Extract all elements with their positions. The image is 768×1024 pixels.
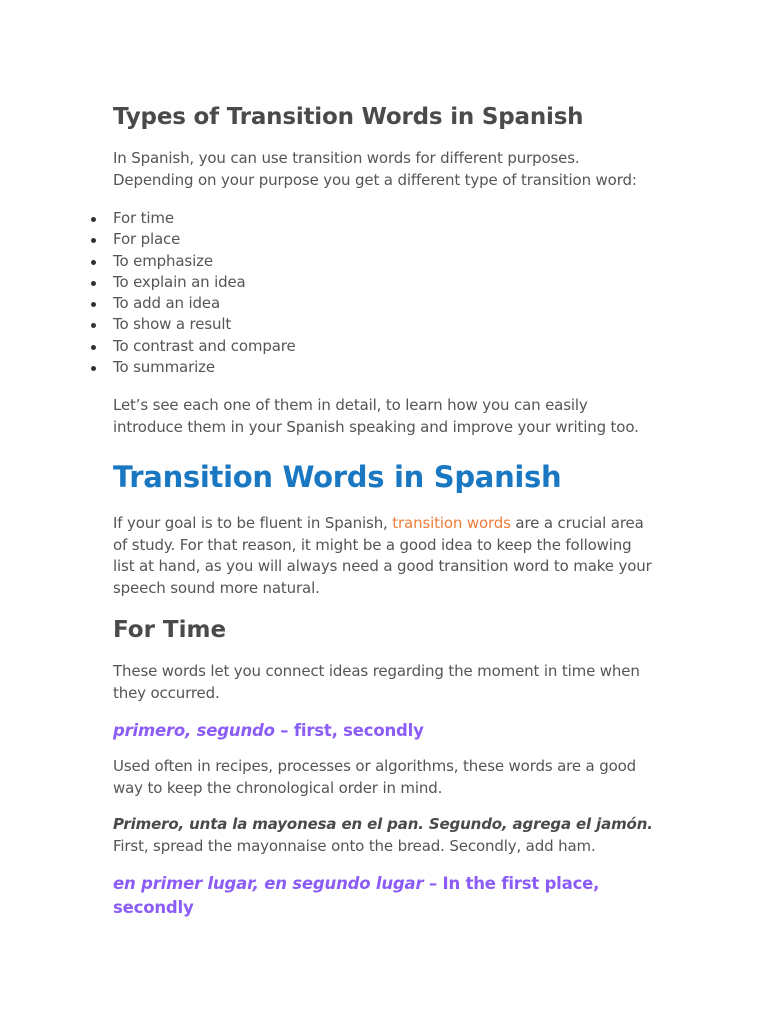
intro-paragraph: In Spanish, you can use transition words for different purposes. Depending on your purpose you get a different type of transition word: [113,149,637,189]
main-title: Transition Words in Spanish [113,460,562,495]
list-item: To summarize [113,357,653,378]
term-spanish: primero, segundo [113,721,275,741]
term-usage: Used often in recipes, processes or algorithms, these words are a good way to keep the chronological order in mind. [113,757,636,797]
fluent-text-after: are a crucial area of study. For that reason, it might be a good idea to keep the following list at hand, as you will always need a good transition word to make your speech sound more natural. [113,514,652,597]
fluent-text-before: If your goal is to be fluent in Spanish, [113,514,393,533]
list-item: To contrast and compare [113,336,653,357]
purpose-list [89,208,653,378]
term-heading [113,719,653,743]
transition-words-link[interactable]: transition words [392,514,511,533]
example-spanish: Primero, unta la mayonesa en el pan. Segundo, agrega el jamón. [113,815,653,834]
list-item: To explain an idea [113,272,653,293]
term-spanish: en primer lugar, en segundo lugar [113,874,424,894]
term-english: – first, secondly [274,721,424,741]
section-title: Types of Transition Words in Spanish [113,104,584,130]
for-time-title: For Time [113,617,227,644]
term-example [113,814,653,857]
outro-paragraph: Let’s see each one of them in detail, to learn how you can easily introduce them in your Spanish speaking and improve your writing too. [113,396,639,436]
list-item: To show a result [113,314,653,335]
list-item: To add an idea [113,293,653,314]
list-item: For place [113,229,653,250]
article [113,100,653,920]
term-english: – In the first place, secondly [113,874,600,918]
list-item: To emphasize [113,251,653,272]
list-item: For time [113,208,653,229]
example-english: First, spread the mayonnaise onto the bread. Secondly, add ham. [113,836,596,855]
for-time-description: These words let you connect ideas regarding the moment in time when they occurred. [113,662,640,702]
term-heading [113,872,653,920]
fluent-paragraph [113,513,653,599]
